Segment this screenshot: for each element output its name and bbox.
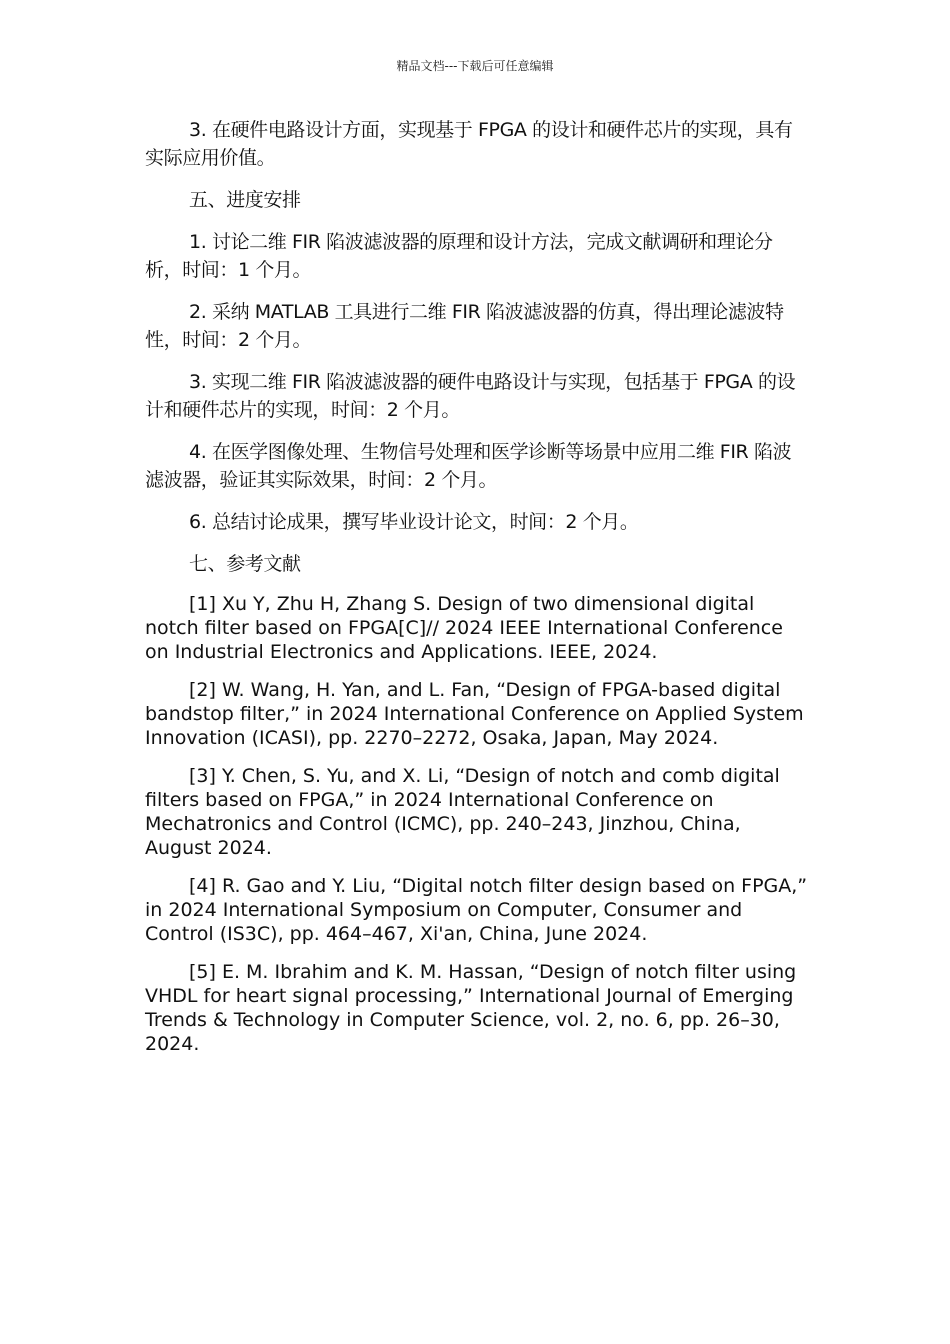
reference-5: [5] E. M. Ibrahim and K. M. Hassan, “Design of notch filter using VHDL for heart signal processing,” International Journal of Emerging Trends & Technology in Computer Science, vol. 2, no. 6, pp. 26–30, 2024. [145,961,797,1055]
page-header: 精品文档---下载后可任意编辑 [396,59,554,73]
reference-3: [3] Y. Chen, S. Yu, and X. Li, “Design of notch and comb digital filters based on FPGA,” in 2024 International Conference on Mechatronics and Control (ICMC), pp. 240–243, Jinzhou, China, August 2024. [145,765,780,859]
section-heading-references: 七、参考文献 [189,553,301,575]
schedule-item-4: 4. 在医学图像处理、生物信号处理和医学诊断等场景中应用二维 FIR 陷波滤波器，验证其实际效果，时间：2 个月。 [145,441,792,491]
reference-2: [2] W. Wang, H. Yan, and L. Fan, “Design of FPGA-based digital bandstop filter,” in 2024 International Conference on Applied System Innovation (ICASI), pp. 2270–2272, Osaka, Japan, May 2024. [145,679,804,749]
schedule-item-6: 6. 总结讨论成果，撰写毕业设计论文，时间：2 个月。 [189,511,639,533]
schedule-item-2: 2. 采纳 MATLAB 工具进行二维 FIR 陷波滤波器的仿真，得出理论滤波特性，时间：2 个月。 [145,301,784,351]
schedule-item-1: 1. 讨论二维 FIR 陷波滤波器的原理和设计方法，完成文献调研和理论分析，时间：1 个月。 [145,231,773,281]
document-body [145,116,809,1070]
section-heading-schedule: 五、进度安排 [189,189,301,211]
paragraph-hardware-value: 3. 在硬件电路设计方面，实现基于 FPGA 的设计和硬件芯片的实现，具有实际应用价值。 [145,119,793,169]
schedule-item-3: 3. 实现二维 FIR 陷波滤波器的硬件电路设计与实现，包括基于 FPGA 的设计和硬件芯片的实现，时间：2 个月。 [145,371,796,421]
reference-1: [1] Xu Y, Zhu H, Zhang S. Design of two dimensional digital notch filter based on FPGA[C]// 2024 IEEE International Conference on Industrial Electronics and Applications. IEEE, 2024. [145,593,783,663]
reference-4: [4] R. Gao and Y. Liu, “Digital notch filter design based on FPGA,” in 2024 International Symposium on Computer, Consumer and Control (IS3C), pp. 464–467, Xi'an, China, June 2024. [145,875,808,945]
